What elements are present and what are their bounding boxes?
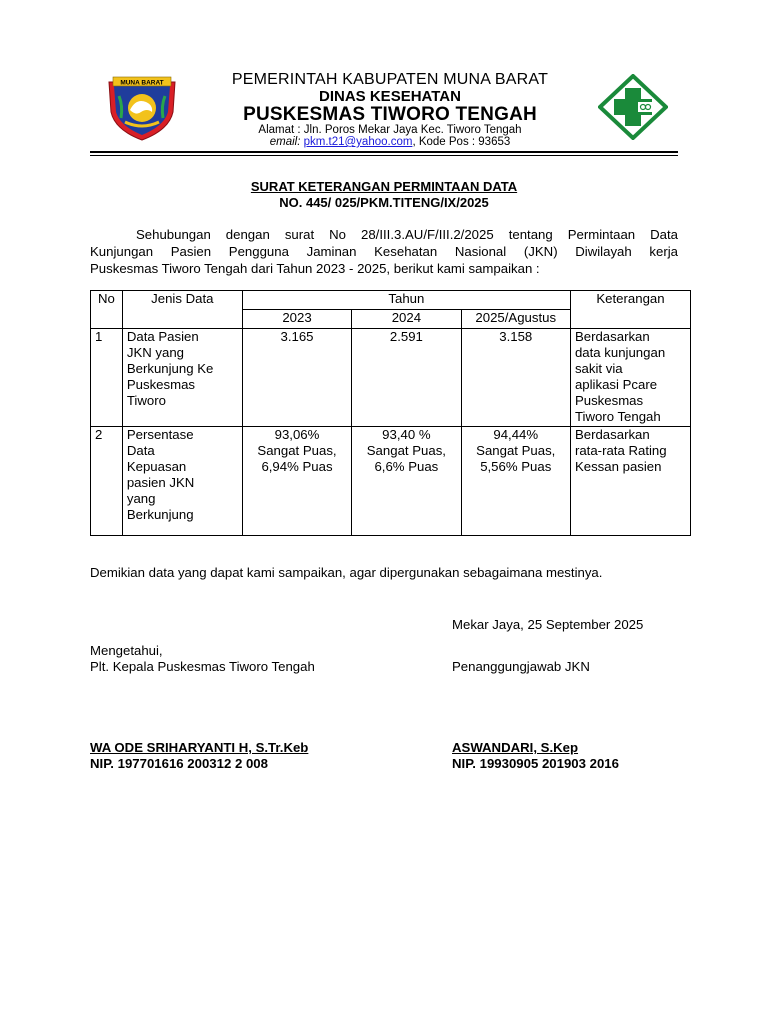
signatory-right-name: ASWANDARI, S.Kep: [452, 740, 579, 755]
paragraph-line: Kunjungan Pasien Pengguna Jaminan Kesehatan Nasional (JKN) Diwilayah kerja: [90, 244, 678, 259]
data-table: [90, 290, 691, 536]
postcode: , Kode Pos : 93653: [412, 136, 511, 148]
signatory-left-nip: NIP. 197701616 200312 2 008: [90, 756, 268, 771]
letterhead-rule-thick: [90, 151, 678, 153]
place-date: Mekar Jaya, 25 September 2025: [452, 617, 644, 632]
muna-barat-emblem-icon: [103, 72, 181, 142]
value-2023: 3.165: [242, 329, 351, 427]
value-2024: 2.591: [352, 329, 461, 427]
row-number: 2: [91, 427, 123, 536]
row-jenis-data: Data Pasien JKN yang Berkunjung Ke Puskesmas Tiworo: [122, 329, 242, 427]
header-keterangan: Keterangan: [570, 291, 690, 329]
letterhead-department: DINAS KESEHATAN: [319, 88, 461, 105]
value-2024: 93,40 % Sangat Puas, 6,6% Puas: [352, 427, 461, 536]
letter-number: NO. 445/ 025/PKM.TITENG/IX/2025: [279, 195, 489, 210]
row-keterangan: Berdasarkan rata-rata Rating Kessan pasien: [570, 427, 690, 536]
letterhead-government: PEMERINTAH KABUPATEN MUNA BARAT: [231, 71, 549, 88]
closing-sentence: Demikian data yang dapat kami sampaikan, agar dipergunakan sebagaimana mestinya.: [90, 565, 603, 580]
opening-paragraph: [90, 226, 678, 277]
header-year-2023: 2023: [242, 310, 351, 329]
header-year-2025: 2025/Agustus: [461, 310, 570, 329]
letterhead-address: Alamat : Jln. Poros Mekar Jaya Kec. Tiworo Tengah: [258, 124, 522, 136]
letterhead-rule-thin: [90, 155, 678, 156]
puskesmas-cross-logo-icon: [598, 74, 668, 140]
row-number: 1: [91, 329, 123, 427]
table-row: [91, 427, 691, 536]
header-jenis-data: Jenis Data: [122, 291, 242, 329]
letterhead-contact: [180, 136, 600, 148]
row-jenis-data: Persentase Data Kepuasan pasien JKN yang Berkunjung: [122, 427, 242, 536]
value-2025: 3.158: [461, 329, 570, 427]
table-row: [91, 329, 691, 427]
value-2023: 93,06% Sangat Puas, 6,94% Puas: [242, 427, 351, 536]
value-2025: 94,44% Sangat Puas, 5,56% Puas: [461, 427, 570, 536]
signatory-left-name: WA ODE SRIHARYANTI H, S.Tr.Keb: [90, 740, 309, 755]
letter-title: SURAT KETERANGAN PERMINTAAN DATA: [250, 179, 518, 194]
signatory-right-nip: NIP. 19930905 201903 2016: [452, 756, 619, 771]
letterhead-puskesmas: PUSKESMAS TIWORO TENGAH: [243, 104, 537, 125]
row-keterangan: Berdasarkan data kunjungan sakit via aplikasi Pcare Puskesmas Tiworo Tengah: [570, 329, 690, 427]
header-tahun: Tahun: [242, 291, 570, 310]
logo-left-text: MUNA BARAT: [120, 79, 164, 87]
header-year-2024: 2024: [352, 310, 461, 329]
paragraph-line: Sehubungan dengan surat No 28/III.3.AU/F/III.2/2025 tentang Permintaan Data: [136, 227, 678, 242]
email-label: email: [269, 136, 298, 148]
email-link[interactable]: pkm.t21@yahoo.com: [303, 136, 413, 148]
paragraph-line: Puskesmas Tiworo Tengah dari Tahun 2023 - 2025, berikut kami sampaikan :: [90, 261, 540, 276]
acknowledge-position: Plt. Kepala Puskesmas Tiworo Tengah: [90, 659, 315, 674]
header-no: No: [91, 291, 123, 329]
acknowledge-label: Mengetahui,: [90, 643, 163, 658]
responsible-position: Penanggungjawab JKN: [452, 659, 590, 674]
email-separator: :: [297, 136, 304, 148]
